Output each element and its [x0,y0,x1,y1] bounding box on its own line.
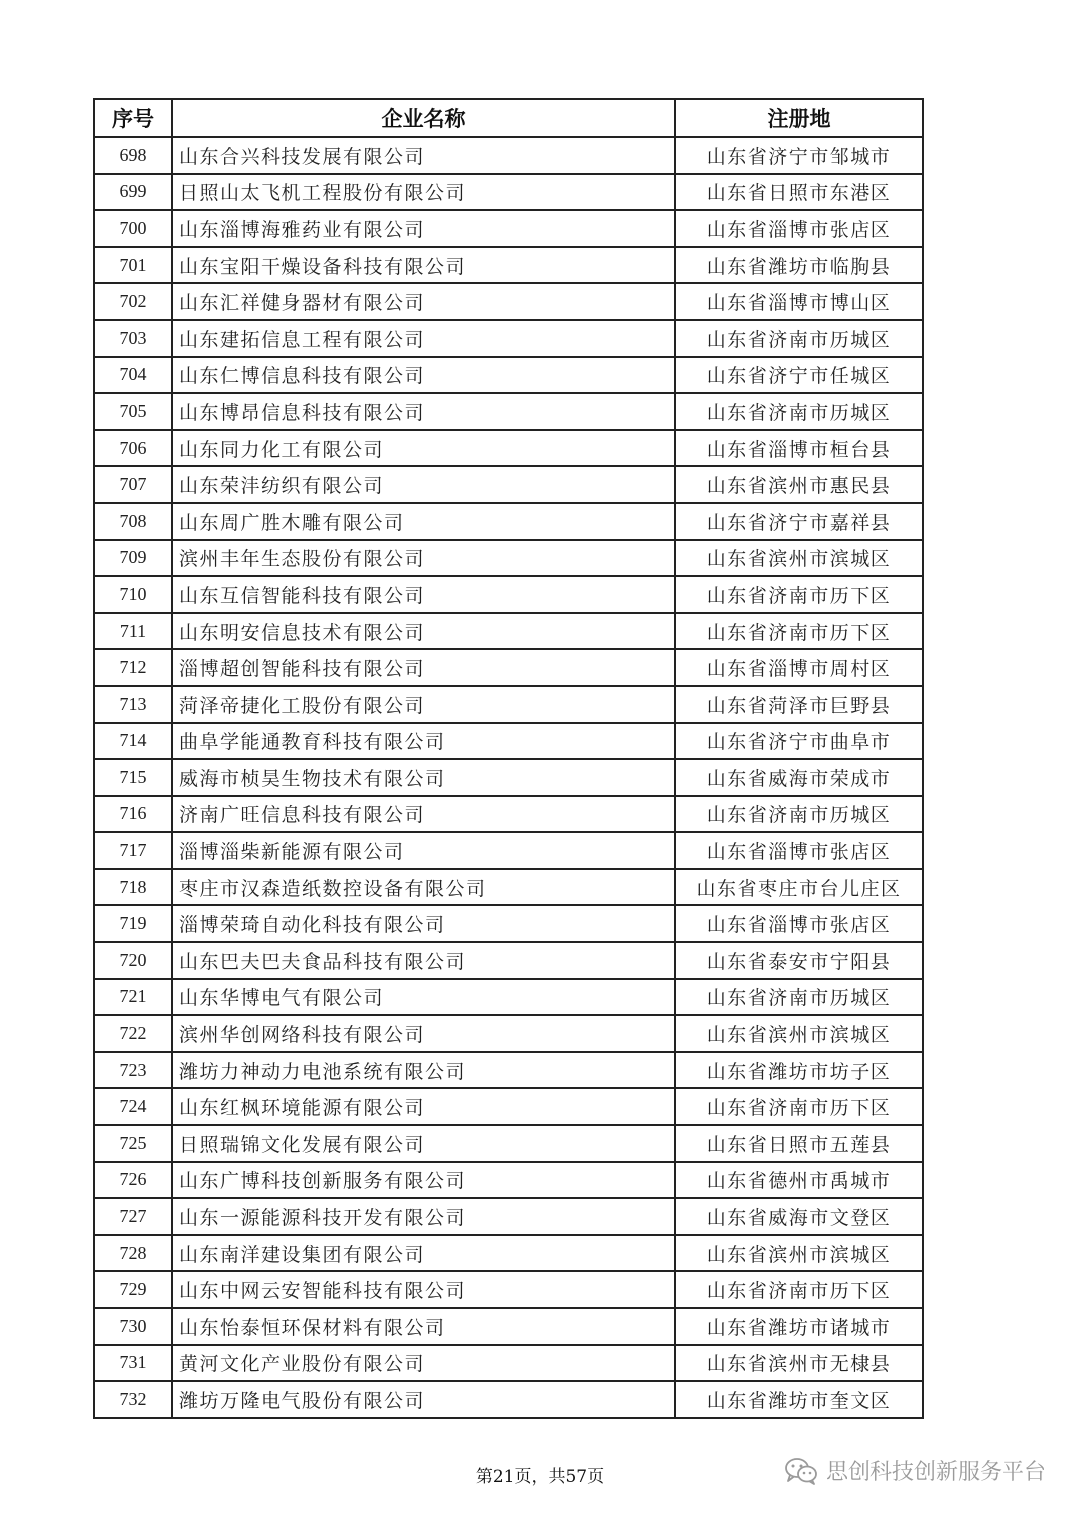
row-enterprise-name: 山东明安信息技术有限公司 [172,613,675,650]
row-serial-number: 720 [94,942,172,979]
table-row [94,1162,923,1199]
table-row [94,905,923,942]
table-row [94,649,923,686]
row-enterprise-name: 潍坊万隆电气股份有限公司 [172,1381,675,1418]
row-enterprise-name: 威海市桢昊生物技术有限公司 [172,759,675,796]
row-enterprise-name: 山东怡泰恒环保材料有限公司 [172,1308,675,1345]
header-enterprise-name: 企业名称 [172,99,675,137]
row-serial-number: 709 [94,540,172,577]
table-row [94,796,923,833]
row-registered-location: 山东省日照市东港区 [675,174,923,211]
table-row [94,430,923,467]
table-row [94,137,923,174]
row-serial-number: 723 [94,1052,172,1089]
row-serial-number: 724 [94,1088,172,1125]
table-row [94,686,923,723]
row-registered-location: 山东省泰安市宁阳县 [675,942,923,979]
row-serial-number: 699 [94,174,172,211]
enterprise-table [93,98,924,1419]
row-registered-location: 山东省滨州市惠民县 [675,466,923,503]
table-row [94,942,923,979]
row-serial-number: 706 [94,430,172,467]
row-enterprise-name: 淄博超创智能科技有限公司 [172,649,675,686]
row-registered-location: 山东省威海市荣成市 [675,759,923,796]
row-enterprise-name: 曲阜学能通教育科技有限公司 [172,723,675,760]
row-registered-location: 山东省威海市文登区 [675,1198,923,1235]
table-row [94,247,923,284]
table-row [94,210,923,247]
row-registered-location: 山东省济南市历下区 [675,1088,923,1125]
header-registered-location: 注册地 [675,99,923,137]
table-row [94,320,923,357]
row-enterprise-name: 山东建拓信息工程有限公司 [172,320,675,357]
table-row [94,723,923,760]
table-row [94,283,923,320]
row-registered-location: 山东省潍坊市临朐县 [675,247,923,284]
row-registered-location: 山东省滨州市滨城区 [675,1015,923,1052]
row-enterprise-name: 山东宝阳干燥设备科技有限公司 [172,247,675,284]
table-row [94,759,923,796]
row-enterprise-name: 潍坊力神动力电池系统有限公司 [172,1052,675,1089]
row-enterprise-name: 滨州华创网络科技有限公司 [172,1015,675,1052]
row-registered-location: 山东省济宁市任城区 [675,357,923,394]
row-enterprise-name: 山东广博科技创新服务有限公司 [172,1162,675,1199]
row-serial-number: 698 [94,137,172,174]
row-enterprise-name: 山东博昂信息科技有限公司 [172,393,675,430]
row-serial-number: 727 [94,1198,172,1235]
row-registered-location: 山东省潍坊市奎文区 [675,1381,923,1418]
row-serial-number: 708 [94,503,172,540]
row-enterprise-name: 黄河文化产业股份有限公司 [172,1345,675,1382]
row-enterprise-name: 山东中网云安智能科技有限公司 [172,1271,675,1308]
row-serial-number: 718 [94,869,172,906]
row-registered-location: 山东省淄博市博山区 [675,283,923,320]
row-enterprise-name: 山东一源能源科技开发有限公司 [172,1198,675,1235]
row-enterprise-name: 菏泽帝捷化工股份有限公司 [172,686,675,723]
row-registered-location: 山东省济宁市曲阜市 [675,723,923,760]
row-serial-number: 711 [94,613,172,650]
row-enterprise-name: 山东互信智能科技有限公司 [172,576,675,613]
row-enterprise-name: 滨州丰年生态股份有限公司 [172,540,675,577]
table-row [94,1271,923,1308]
row-serial-number: 717 [94,832,172,869]
row-serial-number: 713 [94,686,172,723]
table-row [94,869,923,906]
row-serial-number: 726 [94,1162,172,1199]
row-registered-location: 山东省滨州市无棣县 [675,1345,923,1382]
row-enterprise-name: 山东荣沣纺织有限公司 [172,466,675,503]
table-row [94,466,923,503]
row-registered-location: 山东省菏泽市巨野县 [675,686,923,723]
row-registered-location: 山东省济宁市嘉祥县 [675,503,923,540]
row-enterprise-name: 济南广旺信息科技有限公司 [172,796,675,833]
row-enterprise-name: 山东红枫环境能源有限公司 [172,1088,675,1125]
row-serial-number: 712 [94,649,172,686]
table-row [94,393,923,430]
row-registered-location: 山东省济南市历下区 [675,613,923,650]
table-row [94,1235,923,1272]
row-serial-number: 730 [94,1308,172,1345]
row-registered-location: 山东省日照市五莲县 [675,1125,923,1162]
row-enterprise-name: 山东巴夫巴夫食品科技有限公司 [172,942,675,979]
row-registered-location: 山东省滨州市滨城区 [675,1235,923,1272]
row-registered-location: 山东省济南市历城区 [675,979,923,1016]
row-serial-number: 710 [94,576,172,613]
row-registered-location: 山东省枣庄市台儿庄区 [675,869,923,906]
table-row [94,832,923,869]
table-row [94,1015,923,1052]
row-serial-number: 705 [94,393,172,430]
row-registered-location: 山东省淄博市张店区 [675,210,923,247]
row-serial-number: 729 [94,1271,172,1308]
row-registered-location: 山东省淄博市周村区 [675,649,923,686]
row-registered-location: 山东省潍坊市诸城市 [675,1308,923,1345]
row-registered-location: 山东省济南市历下区 [675,576,923,613]
row-enterprise-name: 日照瑞锦文化发展有限公司 [172,1125,675,1162]
table-row [94,540,923,577]
row-enterprise-name: 日照山太飞机工程股份有限公司 [172,174,675,211]
row-registered-location: 山东省济南市历下区 [675,1271,923,1308]
row-enterprise-name: 枣庄市汉森造纸数控设备有限公司 [172,869,675,906]
row-registered-location: 山东省济南市历城区 [675,320,923,357]
row-serial-number: 703 [94,320,172,357]
row-registered-location: 山东省淄博市桓台县 [675,430,923,467]
table-row [94,1052,923,1089]
row-serial-number: 721 [94,979,172,1016]
row-serial-number: 722 [94,1015,172,1052]
row-registered-location: 山东省济南市历城区 [675,796,923,833]
watermark-text: 思创科技创新服务平台 [825,1460,1046,1485]
table-row [94,613,923,650]
row-serial-number: 701 [94,247,172,284]
row-serial-number: 731 [94,1345,172,1382]
row-registered-location: 山东省潍坊市坊子区 [675,1052,923,1089]
row-enterprise-name: 山东周广胜木雕有限公司 [172,503,675,540]
watermark [784,1455,1046,1486]
table-row [94,1088,923,1125]
row-serial-number: 707 [94,466,172,503]
table-row [94,503,923,540]
row-serial-number: 714 [94,723,172,760]
table-row [94,1381,923,1418]
row-enterprise-name: 山东汇祥健身器材有限公司 [172,283,675,320]
table-row [94,357,923,394]
table-row [94,174,923,211]
row-serial-number: 716 [94,796,172,833]
row-registered-location: 山东省淄博市张店区 [675,905,923,942]
table-body [94,137,923,1418]
row-serial-number: 704 [94,357,172,394]
row-serial-number: 725 [94,1125,172,1162]
row-registered-location: 山东省德州市禹城市 [675,1162,923,1199]
row-serial-number: 728 [94,1235,172,1272]
header-serial-number: 序号 [94,99,172,137]
row-enterprise-name: 山东同力化工有限公司 [172,430,675,467]
table-row [94,979,923,1016]
table-row [94,576,923,613]
row-serial-number: 700 [94,210,172,247]
wechat-icon [784,1457,818,1485]
row-serial-number: 719 [94,905,172,942]
table-row [94,1345,923,1382]
row-enterprise-name: 山东淄博海雅药业有限公司 [172,210,675,247]
row-enterprise-name: 山东南洋建设集团有限公司 [172,1235,675,1272]
row-enterprise-name: 淄博荣琦自动化科技有限公司 [172,905,675,942]
row-enterprise-name: 山东合兴科技发展有限公司 [172,137,675,174]
row-registered-location: 山东省淄博市张店区 [675,832,923,869]
row-registered-location: 山东省滨州市滨城区 [675,540,923,577]
table-row [94,1308,923,1345]
row-serial-number: 732 [94,1381,172,1418]
row-serial-number: 702 [94,283,172,320]
row-enterprise-name: 山东华博电气有限公司 [172,979,675,1016]
page-number: 第21页，共57页 [475,1467,605,1487]
row-serial-number: 715 [94,759,172,796]
row-enterprise-name: 山东仁博信息科技有限公司 [172,357,675,394]
row-enterprise-name: 淄博淄柴新能源有限公司 [172,832,675,869]
table-row [94,1198,923,1235]
table-row [94,1125,923,1162]
row-registered-location: 山东省济宁市邹城市 [675,137,923,174]
table-header-row [94,99,923,137]
row-registered-location: 山东省济南市历城区 [675,393,923,430]
